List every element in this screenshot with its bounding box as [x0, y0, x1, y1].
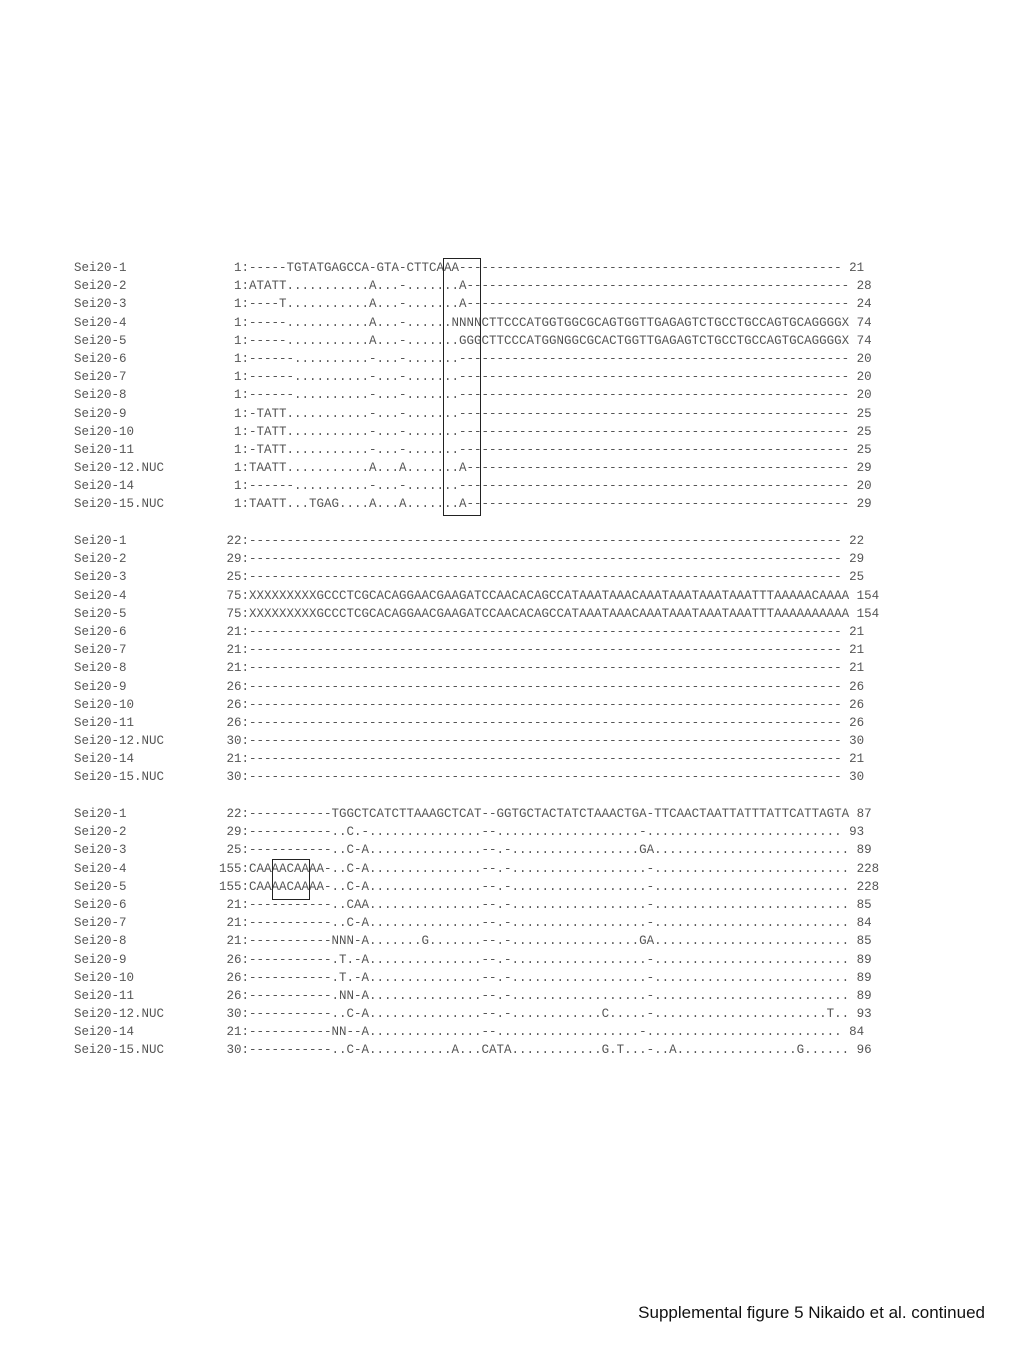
- sequence-data: 1:------..........-...-.......---------------------------------------------------- 20: [189, 370, 872, 385]
- alignment-block-1: [74, 259, 872, 514]
- sequence-name: Sei20-3: [74, 297, 127, 312]
- sequence-name: Sei20-7: [74, 916, 127, 931]
- sequence-row: [74, 441, 872, 459]
- sequence-data: 21:------------------------------------------------------------------------------- 21: [189, 624, 865, 639]
- sequence-row: [74, 386, 872, 404]
- sequence-row: [74, 459, 872, 477]
- sequence-row: [74, 914, 879, 932]
- sequence-row: [74, 823, 879, 841]
- sequence-name: Sei20-11: [74, 715, 135, 730]
- sequence-name: Sei20-14: [74, 752, 135, 767]
- sequence-data: 21:------------------------------------------------------------------------------- 21: [189, 752, 865, 767]
- sequence-data: 1:------..........-...-.......---------------------------------------------------- 20: [189, 388, 872, 403]
- sequence-name: Sei20-9: [74, 679, 127, 694]
- sequence-name: Sei20-15.NUC: [74, 1043, 165, 1058]
- sequence-row: [74, 750, 879, 768]
- sequence-name: Sei20-2: [74, 279, 127, 294]
- sequence-name: Sei20-11: [74, 988, 135, 1003]
- sequence-row: [74, 314, 872, 332]
- sequence-row: [74, 1041, 879, 1059]
- sequence-row: [74, 332, 872, 350]
- sequence-data: 1:-TATT...........-...-.......---------------------------------------------------- 25: [189, 406, 872, 421]
- sequence-data: 155:CAAAACAAAA-..C-A...............--.-..................-.......................... 228: [189, 861, 880, 876]
- sequence-data: 1:----T...........A...-.......A--------------------------------------------------- 24: [189, 297, 872, 312]
- sequence-row: [74, 696, 879, 714]
- sequence-name: Sei20-6: [74, 351, 127, 366]
- sequence-name: Sei20-14: [74, 1025, 135, 1040]
- sequence-name: Sei20-12.NUC: [74, 461, 165, 476]
- sequence-row: [74, 623, 879, 641]
- sequence-name: Sei20-9: [74, 406, 127, 421]
- sequence-data: 21:------------------------------------------------------------------------------- 21: [189, 643, 865, 658]
- sequence-row: [74, 423, 872, 441]
- sequence-row: [74, 878, 879, 896]
- sequence-name: Sei20-4: [74, 588, 127, 603]
- sequence-data: 1:-----...........A...-......NNNNCTTCCCATGGTGGCGCAGTGGTTGAGAGTCTGCCTGCCAGTGCAGGGGX 74: [189, 315, 872, 330]
- sequence-row: [74, 605, 879, 623]
- sequence-data: 26:------------------------------------------------------------------------------- 26: [189, 679, 865, 694]
- sequence-row: [74, 550, 879, 568]
- sequence-data: 25:-----------..C-A...............--.-.................GA.......................... 89: [189, 843, 872, 858]
- sequence-data: 21:------------------------------------------------------------------------------- 21: [189, 661, 865, 676]
- sequence-row: [74, 259, 872, 277]
- sequence-data: 26:------------------------------------------------------------------------------- 26: [189, 715, 865, 730]
- sequence-name: Sei20-8: [74, 661, 127, 676]
- sequence-data: 21:-----------NNN-A.......G.......--.-.................GA.......................... 85: [189, 934, 872, 949]
- sequence-name: Sei20-1: [74, 807, 127, 821]
- sequence-name: Sei20-1: [74, 261, 127, 275]
- sequence-row: [74, 405, 872, 423]
- sequence-data: 1:-TATT...........-...-.......---------------------------------------------------- 25: [189, 424, 872, 439]
- sequence-name: Sei20-6: [74, 624, 127, 639]
- sequence-data: 21:-----------..C-A...............--.-..................-.......................... 84: [189, 916, 872, 931]
- sequence-data: 21:-----------NN--A...............--...................-.......................... 84: [189, 1025, 865, 1040]
- sequence-name: Sei20-4: [74, 861, 127, 876]
- sequence-row: [74, 368, 872, 386]
- sequence-name: Sei20-6: [74, 897, 127, 912]
- sequence-data: 26:------------------------------------------------------------------------------- 26: [189, 697, 865, 712]
- sequence-row: [74, 732, 879, 750]
- sequence-row: [74, 495, 872, 513]
- sequence-row: [74, 477, 872, 495]
- sequence-data: 25:------------------------------------------------------------------------------- 25: [189, 570, 865, 585]
- sequence-row: [74, 641, 879, 659]
- sequence-row: [74, 841, 879, 859]
- sequence-row: [74, 277, 872, 295]
- sequence-name: Sei20-2: [74, 825, 127, 840]
- sequence-row: [74, 1023, 879, 1041]
- alignment-block-2: [74, 532, 879, 787]
- sequence-data: 1:------..........-...-.......---------------------------------------------------- 20: [189, 351, 872, 366]
- sequence-data: 1:-----TGTATGAGCCA-GTA-CTTCAAA--------------------------------------------------- 21: [189, 261, 865, 275]
- alignment-block-3: [74, 805, 879, 1060]
- sequence-name: Sei20-7: [74, 370, 127, 385]
- sequence-row: [74, 714, 879, 732]
- sequence-name: Sei20-11: [74, 442, 135, 457]
- sequence-data: 1:TAATT...TGAG....A...A.......A--------------------------------------------------- 29: [189, 497, 872, 512]
- sequence-data: 26:-----------.NN-A...............--.-..................-.......................... 89: [189, 988, 872, 1003]
- sequence-name: Sei20-4: [74, 315, 127, 330]
- sequence-row: [74, 532, 879, 550]
- figure-caption: Supplemental figure 5 Nikaido et al. continued: [638, 1303, 985, 1322]
- sequence-row: [74, 1005, 879, 1023]
- sequence-row: [74, 805, 879, 823]
- sequence-data: 29:------------------------------------------------------------------------------- 29: [189, 552, 865, 567]
- sequence-data: 30:------------------------------------------------------------------------------- 30: [189, 770, 865, 785]
- sequence-data: 1:-----...........A...-.......GGGCTTCCCATGGNGGCGCACTGGTTGAGAGTCTGCCTGCCAGTGCAGGGGX 74: [189, 333, 872, 348]
- sequence-data: 26:-----------.T.-A...............--.-..................-.......................... 89: [189, 952, 872, 967]
- sequence-name: Sei20-5: [74, 606, 127, 621]
- sequence-name: Sei20-10: [74, 697, 135, 712]
- sequence-data: 75:XXXXXXXXXGCCCTCGCACAGGAACGAAGATCCAACACAGCCATAAATAAACAAATAAATAAATAAATTTAAAAAAAAAA 154: [189, 606, 880, 621]
- sequence-data: 29:-----------..C.-...............--...................-.......................... 93: [189, 825, 865, 840]
- sequence-row: [74, 568, 879, 586]
- sequence-name: Sei20-9: [74, 952, 127, 967]
- sequence-name: Sei20-1: [74, 534, 127, 548]
- sequence-data: 1:ATATT...........A...-.......A--------------------------------------------------- 28: [189, 279, 872, 294]
- sequence-name: Sei20-2: [74, 552, 127, 567]
- sequence-name: Sei20-5: [74, 333, 127, 348]
- sequence-row: [74, 932, 879, 950]
- sequence-data: 1:TAATT...........A...A.......A--------------------------------------------------- 29: [189, 461, 872, 476]
- sequence-data: 30:------------------------------------------------------------------------------- 30: [189, 734, 865, 749]
- sequence-row: [74, 969, 879, 987]
- sequence-data: 30:-----------..C-A...........A...CATA............G.T...-..A................G...... 96: [189, 1043, 872, 1058]
- sequence-row: [74, 587, 879, 605]
- sequence-name: Sei20-7: [74, 643, 127, 658]
- sequence-row: [74, 860, 879, 878]
- sequence-row: [74, 350, 872, 368]
- sequence-row: [74, 659, 879, 677]
- sequence-data: 21:-----------..CAA...............--.-..................-.......................... 85: [189, 897, 872, 912]
- sequence-data: 75:XXXXXXXXXGCCCTCGCACAGGAACGAAGATCCAACACAGCCATAAATAAACAAATAAATAAATAAATTTAAAAACAAAA 154: [189, 588, 880, 603]
- sequence-data: 22:-----------TGGCTCATCTTAAAGCTCAT--GGTGCTACTATCTAAACTGA-TTCAACTAATTATTTATTCATTAGTA 87: [189, 807, 872, 821]
- sequence-name: Sei20-12.NUC: [74, 1007, 165, 1022]
- sequence-row: [74, 295, 872, 313]
- sequence-name: Sei20-3: [74, 843, 127, 858]
- sequence-name: Sei20-8: [74, 934, 127, 949]
- sequence-row: [74, 951, 879, 969]
- sequence-name: Sei20-10: [74, 970, 135, 985]
- sequence-name: Sei20-15.NUC: [74, 497, 165, 512]
- sequence-name: Sei20-3: [74, 570, 127, 585]
- sequence-name: Sei20-15.NUC: [74, 770, 165, 785]
- sequence-row: [74, 987, 879, 1005]
- sequence-data: 26:-----------.T.-A...............--.-..................-.......................... 89: [189, 970, 872, 985]
- sequence-data: 30:-----------..C-A...............--.-............C.....-.......................T.. 93: [189, 1007, 872, 1022]
- sequence-data: 1:------..........-...-.......---------------------------------------------------- 20: [189, 479, 872, 494]
- sequence-data: 155:CAAAACAAAA-..C-A...............--.-..................-.......................... 228: [189, 879, 880, 894]
- sequence-name: Sei20-12.NUC: [74, 734, 165, 749]
- sequence-name: Sei20-8: [74, 388, 127, 403]
- sequence-row: [74, 768, 879, 786]
- sequence-name: Sei20-14: [74, 479, 135, 494]
- sequence-data: 1:-TATT...........-...-.......---------------------------------------------------- 25: [189, 442, 872, 457]
- sequence-row: [74, 896, 879, 914]
- sequence-name: Sei20-5: [74, 879, 127, 894]
- sequence-row: [74, 678, 879, 696]
- sequence-data: 22:------------------------------------------------------------------------------- 22: [189, 534, 865, 548]
- sequence-name: Sei20-10: [74, 424, 135, 439]
